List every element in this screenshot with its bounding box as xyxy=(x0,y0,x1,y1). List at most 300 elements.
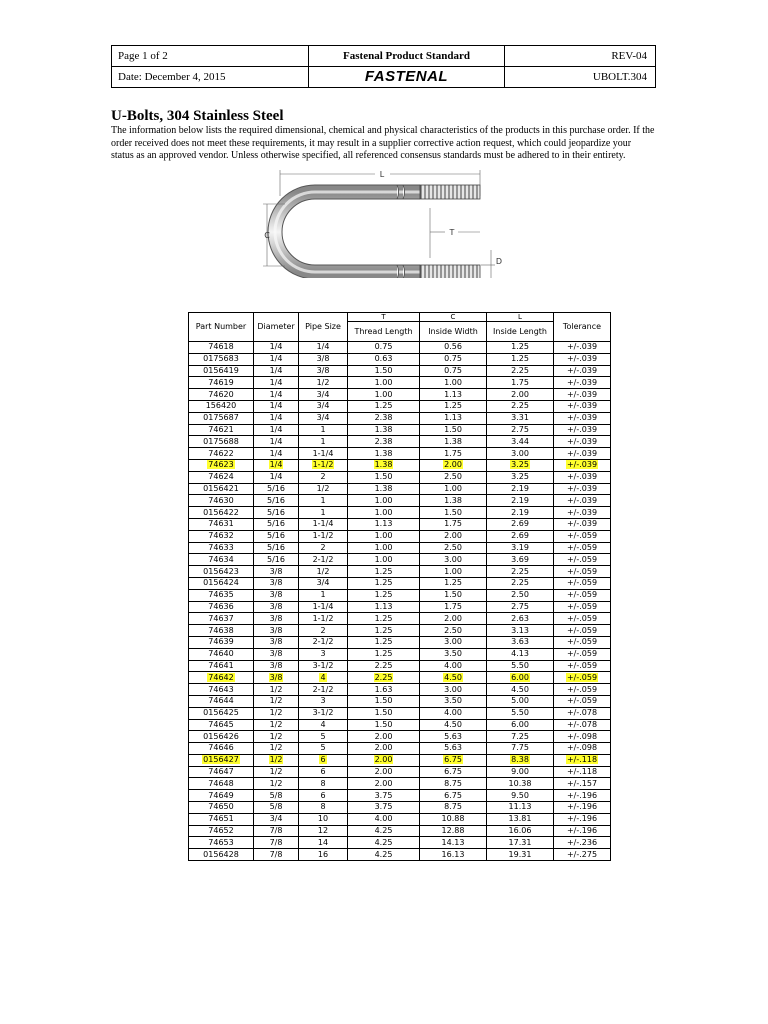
cell-value: 0.75 xyxy=(444,365,462,375)
cell-value: 3/4 xyxy=(316,389,330,399)
cell-value: 3-1/2 xyxy=(312,708,334,718)
part-number-cell xyxy=(189,743,254,755)
cell-value: 3/8 xyxy=(316,354,330,364)
thread-length-cell xyxy=(348,518,420,530)
cell-value: +/-.059 xyxy=(566,554,598,564)
diameter-cell xyxy=(254,424,299,436)
pipe-size-cell xyxy=(299,684,348,696)
table-row xyxy=(189,377,611,389)
cell-value: 2.50 xyxy=(444,542,462,552)
inside-length-cell xyxy=(487,837,554,849)
label-thread-length: T xyxy=(449,228,455,237)
cell-value: 4.50 xyxy=(511,684,529,694)
part-number-cell xyxy=(189,436,254,448)
cell-value: 2.50 xyxy=(444,472,462,482)
cell-value: 5.00 xyxy=(511,696,529,706)
header-letter-t: T xyxy=(348,313,420,322)
cell-value: 1/4 xyxy=(269,424,283,434)
table-letter-row xyxy=(189,313,611,322)
inside-length-cell xyxy=(487,377,554,389)
tolerance-cell xyxy=(554,707,611,719)
cell-value: 3 xyxy=(320,649,326,659)
cell-value: 12 xyxy=(317,826,329,836)
cell-value: 3/4 xyxy=(316,401,330,411)
cell-value: 3.25 xyxy=(511,460,529,470)
cell-value: 0156426 xyxy=(203,731,239,741)
cell-value: 3.75 xyxy=(374,802,393,812)
cell-value: 1/4 xyxy=(269,354,283,364)
pipe-size-cell xyxy=(299,566,348,578)
inside-length-cell xyxy=(487,695,554,707)
cell-value: 74618 xyxy=(208,342,234,352)
cell-value: 2-1/2 xyxy=(312,637,334,647)
part-number-cell xyxy=(189,648,254,660)
part-number-cell xyxy=(189,448,254,460)
thread-length-cell xyxy=(348,754,420,766)
pipe-size-cell xyxy=(299,483,348,495)
part-number-cell xyxy=(189,660,254,672)
cell-value: 74620 xyxy=(208,389,234,399)
cell-value: 2.69 xyxy=(511,519,529,529)
cell-value: +/-.059 xyxy=(566,660,598,670)
cell-value: +/-.039 xyxy=(566,401,598,411)
inside-width-cell xyxy=(420,400,487,412)
tolerance-cell xyxy=(554,412,611,424)
thread-length-cell xyxy=(348,495,420,507)
thread-length-cell xyxy=(348,849,420,861)
cell-value: 0156422 xyxy=(203,507,239,517)
cell-value: 3.50 xyxy=(444,649,462,659)
diameter-cell xyxy=(254,577,299,589)
inside-length-cell xyxy=(487,589,554,601)
cell-value: +/-.059 xyxy=(566,590,598,600)
cell-value: 74630 xyxy=(208,495,234,505)
diameter-cell xyxy=(254,636,299,648)
part-number-cell xyxy=(189,849,254,861)
cell-value: 5/16 xyxy=(267,531,285,541)
cell-value: 5/16 xyxy=(267,495,285,505)
tolerance-cell xyxy=(554,825,611,837)
tolerance-cell xyxy=(554,648,611,660)
cell-value: 1/4 xyxy=(269,377,283,387)
cell-value: 156420 xyxy=(205,401,237,411)
standard-title: Fastenal Product Standard xyxy=(309,46,505,66)
cell-value: 74648 xyxy=(208,778,234,788)
tolerance-cell xyxy=(554,436,611,448)
inside-length-cell xyxy=(487,743,554,755)
thread-length-cell xyxy=(348,566,420,578)
cell-value: 2.38 xyxy=(374,436,393,446)
inside-width-cell xyxy=(420,448,487,460)
table-row xyxy=(189,672,611,684)
diameter-cell xyxy=(254,672,299,684)
cell-value: 1.25 xyxy=(374,401,393,411)
cell-value: 1.38 xyxy=(374,424,393,434)
diameter-cell xyxy=(254,589,299,601)
part-number-cell xyxy=(189,825,254,837)
inside-length-cell xyxy=(487,825,554,837)
cell-value: +/-.059 xyxy=(566,531,598,541)
table-row xyxy=(189,412,611,424)
inside-length-cell xyxy=(487,707,554,719)
cell-value: 5/16 xyxy=(267,483,285,493)
thread-length-cell xyxy=(348,648,420,660)
cell-value: 2.75 xyxy=(511,424,529,434)
cell-value: 2.00 xyxy=(444,531,462,541)
cell-value: +/-.039 xyxy=(566,448,598,458)
table-row xyxy=(189,471,611,483)
tolerance-cell xyxy=(554,342,611,354)
inside-length-cell xyxy=(487,448,554,460)
cell-value: 3/4 xyxy=(316,413,330,423)
label-length: L xyxy=(379,170,385,179)
inside-width-cell xyxy=(420,695,487,707)
inside-width-cell xyxy=(420,495,487,507)
cell-value: 6 xyxy=(320,790,326,800)
fastenal-logo xyxy=(309,66,505,87)
cell-value: 1 xyxy=(320,590,326,600)
cell-value: 0156428 xyxy=(203,849,239,859)
cell-value: +/-.098 xyxy=(566,731,598,741)
document-date: Date: December 4, 2015 xyxy=(112,66,309,87)
cell-value: 3/8 xyxy=(269,649,283,659)
part-number-cell xyxy=(189,813,254,825)
cell-value: 2.00 xyxy=(374,778,393,788)
cell-value: 1.13 xyxy=(374,601,393,611)
tolerance-cell xyxy=(554,813,611,825)
cell-value: 2.25 xyxy=(511,578,529,588)
tolerance-cell xyxy=(554,837,611,849)
thread-length-cell xyxy=(348,766,420,778)
inside-width-cell xyxy=(420,365,487,377)
cell-value: +/-.039 xyxy=(566,354,598,364)
cell-value: 74653 xyxy=(208,837,234,847)
cell-value: +/-.059 xyxy=(566,578,598,588)
diameter-cell xyxy=(254,754,299,766)
cell-value: +/-.039 xyxy=(566,377,598,387)
inside-width-cell xyxy=(420,377,487,389)
pipe-size-cell xyxy=(299,743,348,755)
pipe-size-cell xyxy=(299,353,348,365)
table-row xyxy=(189,530,611,542)
cell-value: 3.13 xyxy=(511,625,529,635)
thread-length-cell xyxy=(348,400,420,412)
cell-value: 9.50 xyxy=(511,790,529,800)
tolerance-cell xyxy=(554,660,611,672)
cell-value: 1.25 xyxy=(374,613,393,623)
inside-width-cell xyxy=(420,778,487,790)
inside-length-cell xyxy=(487,459,554,471)
part-number-cell xyxy=(189,577,254,589)
diameter-cell xyxy=(254,507,299,519)
cell-value: 1.75 xyxy=(444,519,462,529)
cell-value: 2.25 xyxy=(511,566,529,576)
tolerance-cell xyxy=(554,778,611,790)
cell-value: 1.50 xyxy=(374,708,393,718)
inside-length-cell xyxy=(487,389,554,401)
cell-value: +/-.039 xyxy=(566,389,598,399)
cell-value: 7/8 xyxy=(269,826,283,836)
cell-value: 3-1/2 xyxy=(312,660,334,670)
inside-width-cell xyxy=(420,424,487,436)
thread-length-cell xyxy=(348,577,420,589)
revision: REV-04 xyxy=(611,50,647,62)
thread-length-cell xyxy=(348,365,420,377)
cell-value: 3/8 xyxy=(316,365,330,375)
part-number-cell xyxy=(189,542,254,554)
tolerance-cell xyxy=(554,424,611,436)
table-row xyxy=(189,802,611,814)
part-number-cell xyxy=(189,837,254,849)
cell-value: 1/2 xyxy=(269,778,283,788)
tolerance-cell xyxy=(554,636,611,648)
cell-value: 2-1/2 xyxy=(312,684,334,694)
cell-value: 8.38 xyxy=(511,755,529,765)
cell-value: 3 xyxy=(320,696,326,706)
cell-value: 3/4 xyxy=(269,814,283,824)
table-row xyxy=(189,518,611,530)
cell-value: 3/8 xyxy=(269,601,283,611)
diameter-cell xyxy=(254,684,299,696)
table-row xyxy=(189,719,611,731)
tolerance-cell xyxy=(554,459,611,471)
inside-width-cell xyxy=(420,530,487,542)
cell-value: +/-.039 xyxy=(566,472,598,482)
tolerance-cell xyxy=(554,613,611,625)
table-row xyxy=(189,754,611,766)
inside-length-cell xyxy=(487,813,554,825)
cell-value: 1.38 xyxy=(374,448,393,458)
part-number-cell xyxy=(189,530,254,542)
cell-value: +/-.059 xyxy=(566,613,598,623)
cell-value: 1-1/4 xyxy=(312,519,334,529)
pipe-size-cell xyxy=(299,802,348,814)
cell-value: 0175687 xyxy=(203,413,239,423)
cell-value: 1/4 xyxy=(269,401,283,411)
inside-length-cell xyxy=(487,754,554,766)
tolerance-cell xyxy=(554,495,611,507)
pipe-size-cell xyxy=(299,695,348,707)
cell-value: 74635 xyxy=(208,590,234,600)
part-number-cell xyxy=(189,695,254,707)
tolerance-cell xyxy=(554,790,611,802)
inside-width-cell xyxy=(420,648,487,660)
cell-value: 1.00 xyxy=(374,531,393,541)
cell-value: 10 xyxy=(317,814,329,824)
table-row xyxy=(189,684,611,696)
tolerance-cell xyxy=(554,802,611,814)
pipe-size-cell xyxy=(299,672,348,684)
part-number-cell xyxy=(189,589,254,601)
thread-length-cell xyxy=(348,530,420,542)
inside-length-cell xyxy=(487,424,554,436)
cell-value: 2.25 xyxy=(374,672,393,682)
inside-width-cell xyxy=(420,731,487,743)
cell-value: +/-.059 xyxy=(566,696,598,706)
tolerance-cell xyxy=(554,365,611,377)
cell-value: 1-1/4 xyxy=(312,448,334,458)
cell-value: 0156423 xyxy=(203,566,239,576)
cell-value: 1.25 xyxy=(374,590,393,600)
thread-length-cell xyxy=(348,377,420,389)
cell-value: +/-.059 xyxy=(566,684,598,694)
table-row xyxy=(189,436,611,448)
cell-value: 3.00 xyxy=(444,684,462,694)
cell-value: 12.88 xyxy=(441,826,465,836)
cell-value: 1 xyxy=(320,424,326,434)
tolerance-cell xyxy=(554,554,611,566)
cell-value: 1.00 xyxy=(374,389,393,399)
pipe-size-cell xyxy=(299,542,348,554)
diameter-cell xyxy=(254,471,299,483)
cell-value: 1.50 xyxy=(374,719,393,729)
thread-length-cell xyxy=(348,707,420,719)
tolerance-cell xyxy=(554,766,611,778)
table-row xyxy=(189,660,611,672)
cell-value: 19.31 xyxy=(508,849,532,859)
cell-value: 7.75 xyxy=(511,743,529,753)
cell-value: 3/8 xyxy=(269,660,283,670)
cell-value: 1/4 xyxy=(316,342,330,352)
diameter-cell xyxy=(254,412,299,424)
cell-value: 2.38 xyxy=(374,413,393,423)
pipe-size-cell xyxy=(299,518,348,530)
cell-value: 1/4 xyxy=(269,413,283,423)
cell-value: 74651 xyxy=(208,814,234,824)
cell-value: 2.63 xyxy=(511,613,529,623)
diameter-cell xyxy=(254,342,299,354)
cell-value: 5 xyxy=(320,743,326,753)
cell-value: 74641 xyxy=(208,660,234,670)
cell-value: 4 xyxy=(320,719,326,729)
cell-value: 4.50 xyxy=(444,672,462,682)
cell-value: 8.75 xyxy=(444,802,462,812)
tolerance-cell xyxy=(554,448,611,460)
pipe-size-cell xyxy=(299,766,348,778)
inside-width-cell xyxy=(420,754,487,766)
cell-value: 74637 xyxy=(208,613,234,623)
diameter-cell xyxy=(254,707,299,719)
part-number-cell xyxy=(189,377,254,389)
pipe-size-cell xyxy=(299,377,348,389)
diameter-cell xyxy=(254,554,299,566)
cell-value: 1/2 xyxy=(316,483,330,493)
cell-value: 3/8 xyxy=(269,672,283,682)
inside-length-cell xyxy=(487,507,554,519)
thread-length-cell xyxy=(348,613,420,625)
cell-value: 8 xyxy=(320,802,326,812)
table-row xyxy=(189,707,611,719)
inside-length-cell xyxy=(487,483,554,495)
part-number-cell xyxy=(189,731,254,743)
pipe-size-cell xyxy=(299,400,348,412)
diameter-cell xyxy=(254,530,299,542)
thread-length-cell xyxy=(348,778,420,790)
cell-value: 1/2 xyxy=(269,755,283,765)
diameter-cell xyxy=(254,813,299,825)
inside-length-cell xyxy=(487,719,554,731)
cell-value: 4.00 xyxy=(444,708,462,718)
cell-value: 1/2 xyxy=(269,696,283,706)
cell-value: 0175683 xyxy=(203,354,239,364)
inside-width-cell xyxy=(420,707,487,719)
cell-value: +/-.039 xyxy=(566,519,598,529)
table-row xyxy=(189,400,611,412)
cell-value: 74640 xyxy=(208,649,234,659)
cell-value: 74636 xyxy=(208,601,234,611)
cell-value: 2.19 xyxy=(511,483,529,493)
cell-value: 2.00 xyxy=(374,767,393,777)
thread-length-cell xyxy=(348,731,420,743)
cell-value: 1-1/2 xyxy=(312,531,334,541)
inside-width-cell xyxy=(420,813,487,825)
cell-value: 74639 xyxy=(208,637,234,647)
part-number-cell xyxy=(189,400,254,412)
cell-value: 4.25 xyxy=(374,849,393,859)
tolerance-cell xyxy=(554,400,611,412)
cell-value: 16.13 xyxy=(441,849,465,859)
thread-length-cell xyxy=(348,813,420,825)
cell-value: +/-.059 xyxy=(566,566,598,576)
inside-length-cell xyxy=(487,342,554,354)
cell-value: 3.50 xyxy=(444,696,462,706)
cell-value: 5.50 xyxy=(511,660,529,670)
pipe-size-cell xyxy=(299,825,348,837)
document-id: UBOLT.304 xyxy=(592,70,647,83)
cell-value: 5/8 xyxy=(269,790,283,800)
cell-value: +/-.118 xyxy=(566,755,598,765)
cell-value: +/-.039 xyxy=(566,436,598,446)
tolerance-cell xyxy=(554,743,611,755)
pipe-size-cell xyxy=(299,342,348,354)
header-thread-length: Thread Length xyxy=(348,322,420,342)
inside-length-cell xyxy=(487,636,554,648)
cell-value: 0156419 xyxy=(203,365,239,375)
cell-value: 2 xyxy=(320,542,326,552)
cell-value: 3/8 xyxy=(269,566,283,576)
diameter-cell xyxy=(254,660,299,672)
inside-width-cell xyxy=(420,471,487,483)
inside-width-cell xyxy=(420,672,487,684)
cell-value: 16.06 xyxy=(508,826,532,836)
cell-value: 16 xyxy=(317,849,329,859)
thread-length-cell xyxy=(348,459,420,471)
tolerance-cell xyxy=(554,754,611,766)
pipe-size-cell xyxy=(299,613,348,625)
pipe-size-cell xyxy=(299,790,348,802)
pipe-size-cell xyxy=(299,389,348,401)
cell-value: 1.63 xyxy=(374,684,393,694)
cell-value: +/-.196 xyxy=(566,826,598,836)
thread-length-cell xyxy=(348,507,420,519)
thread-length-cell xyxy=(348,542,420,554)
header-pipe-size: Pipe Size xyxy=(299,313,348,342)
cell-value: +/-.039 xyxy=(566,413,598,423)
pipe-size-cell xyxy=(299,495,348,507)
inside-length-cell xyxy=(487,802,554,814)
pipe-size-cell xyxy=(299,459,348,471)
cell-value: 5.63 xyxy=(444,731,462,741)
cell-value: 1.25 xyxy=(444,401,462,411)
cell-value: 74644 xyxy=(208,696,234,706)
cell-value: 0156424 xyxy=(203,578,239,588)
pipe-size-cell xyxy=(299,448,348,460)
cell-value: 0156425 xyxy=(203,708,239,718)
thread-length-cell xyxy=(348,342,420,354)
diameter-cell xyxy=(254,731,299,743)
cell-value: 1.25 xyxy=(374,649,393,659)
pipe-size-cell xyxy=(299,778,348,790)
